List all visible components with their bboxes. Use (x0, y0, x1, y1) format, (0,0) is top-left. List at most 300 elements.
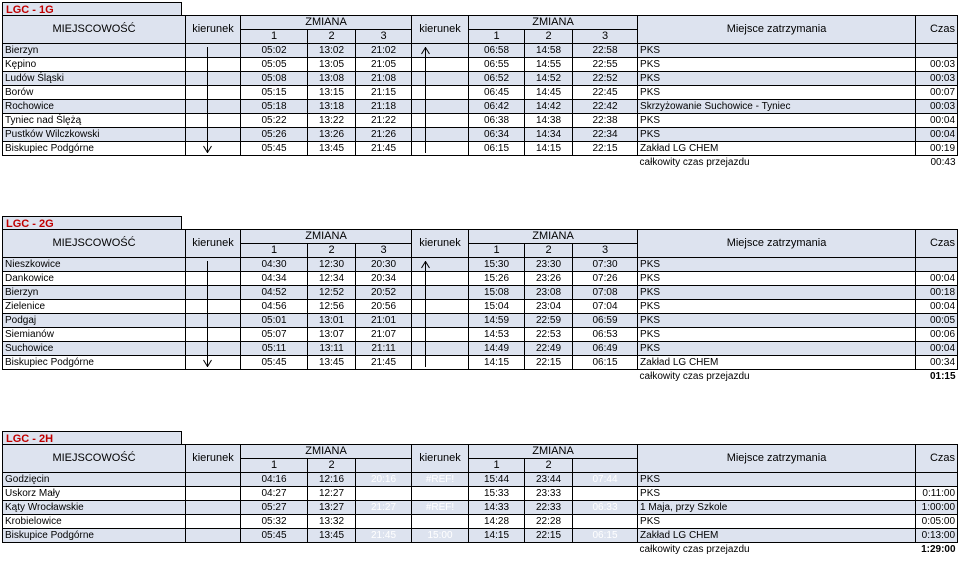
shift-number-header: 1 (469, 244, 525, 258)
return-time: 14:53 (469, 328, 525, 342)
spacer-cell (186, 156, 241, 170)
departure-time: 20:52 (356, 286, 412, 300)
location-name: Ludów Śląski (3, 72, 186, 86)
spacer-cell (469, 543, 525, 557)
shift-number-header: 2 (308, 30, 356, 44)
shift-number-header: 1 (241, 244, 308, 258)
table-row (3, 258, 958, 272)
departure-time: 05:27 (241, 501, 308, 515)
shift-header: ZMIANA (241, 16, 412, 30)
segment-time: 00:05 (916, 314, 958, 328)
return-time: 06:34 (469, 128, 525, 142)
direction-cell (186, 487, 241, 501)
direction-header: kierunek (186, 445, 241, 473)
direction-down-arrow-shaft (207, 47, 208, 153)
direction-up-arrow-head (421, 261, 431, 269)
departure-time: 13:45 (308, 356, 356, 370)
return-time: 22:15 (525, 356, 573, 370)
departure-time: 13:18 (308, 100, 356, 114)
departure-time: 21:11 (356, 342, 412, 356)
segment-time: 00:04 (916, 272, 958, 286)
location-name: Pustków Wilczkowski (3, 128, 186, 142)
stop-location: PKS (638, 515, 916, 529)
stop-location: PKS (638, 487, 916, 501)
return-time: 06:53 (573, 328, 638, 342)
table-row (3, 100, 958, 114)
departure-time: 20:56 (356, 300, 412, 314)
stop-location: Zakład LG CHEM (638, 356, 916, 370)
return-time: 15:26 (469, 272, 525, 286)
return-time: 23:44 (525, 473, 573, 487)
direction-cell: 15:00 (412, 529, 469, 543)
shift-number-header: 1 (469, 30, 525, 44)
return-time (573, 515, 638, 529)
total-time: 1:29:00 (921, 544, 956, 555)
departure-time: 20:16 (356, 473, 412, 487)
stop-location: PKS (638, 72, 916, 86)
spacer-cell (573, 370, 638, 384)
shift-header: ZMIANA (241, 445, 412, 459)
departure-time: 13:08 (308, 72, 356, 86)
location-name: Siemianów (3, 328, 186, 342)
departure-time: 13:45 (308, 529, 356, 543)
shift-header: ZMIANA (241, 230, 412, 244)
direction-cell: #REF! (412, 473, 469, 487)
departure-time: 21:08 (356, 72, 412, 86)
return-time: 14:52 (525, 72, 573, 86)
table-row (3, 72, 958, 86)
departure-time: 05:45 (241, 529, 308, 543)
shift-number-header: 2 (525, 459, 573, 473)
return-time: 22:34 (573, 128, 638, 142)
departure-time: 05:11 (241, 342, 308, 356)
location-name: Biskupiec Podgórne (3, 356, 186, 370)
return-time: 22:55 (573, 58, 638, 72)
table-row (3, 300, 958, 314)
departure-time: 13:07 (308, 328, 356, 342)
direction-header: kierunek (186, 230, 241, 258)
return-time: 14:49 (469, 342, 525, 356)
total-label: całkowity czas przejazdu (639, 157, 750, 168)
departure-time: 05:45 (241, 356, 308, 370)
stop-header: Miejsce zatrzymania (638, 230, 916, 258)
direction-cell (186, 529, 241, 543)
return-time: 14:34 (525, 128, 573, 142)
departure-time: 05:08 (241, 72, 308, 86)
departure-time: 04:34 (241, 272, 308, 286)
direction-cell (186, 272, 241, 286)
departure-time: 13:15 (308, 86, 356, 100)
spacer-cell (3, 543, 186, 557)
spacer-cell (573, 543, 638, 557)
departure-time: 21:22 (356, 114, 412, 128)
route-title: LGC - 2H (2, 431, 182, 445)
spacer-cell (573, 156, 638, 170)
stop-location: PKS (638, 473, 916, 487)
return-time: 23:04 (525, 300, 573, 314)
shift-header: ZMIANA (469, 16, 638, 30)
departure-time: 05:07 (241, 328, 308, 342)
shift-number-header: 2 (525, 30, 573, 44)
return-time: 06:15 (573, 356, 638, 370)
return-time: 23:30 (525, 258, 573, 272)
total-label: całkowity czas przejazdu (639, 371, 750, 382)
time-header: Czas (916, 16, 958, 44)
direction-cell (186, 258, 241, 272)
segment-time (916, 44, 958, 58)
departure-time: 13:27 (308, 501, 356, 515)
departure-time: 13:02 (308, 44, 356, 58)
return-time: 06:58 (469, 44, 525, 58)
departure-time: 20:34 (356, 272, 412, 286)
departure-time: 21:02 (356, 44, 412, 58)
location-header: MIEJSCOWOŚĆ (3, 16, 186, 44)
direction-header: kierunek (412, 230, 469, 258)
departure-time: 21:05 (356, 58, 412, 72)
departure-time: 05:32 (241, 515, 308, 529)
spacer-cell (412, 543, 469, 557)
return-time: 15:08 (469, 286, 525, 300)
direction-cell (186, 473, 241, 487)
return-time: 14:15 (469, 529, 525, 543)
return-time: 06:49 (573, 342, 638, 356)
return-time: 14:38 (525, 114, 573, 128)
departure-time: 12:52 (308, 286, 356, 300)
departure-time: 21:18 (356, 100, 412, 114)
departure-time: 12:27 (308, 487, 356, 501)
direction-cell (186, 44, 241, 58)
header-row (3, 16, 958, 30)
departure-time: 13:26 (308, 128, 356, 142)
table-row (3, 487, 958, 501)
table-row (3, 286, 958, 300)
table-row (3, 529, 958, 543)
departure-time: 12:16 (308, 473, 356, 487)
stop-header: Miejsce zatrzymania (638, 445, 916, 473)
direction-down-arrow (203, 47, 213, 153)
departure-time: 21:27 (356, 501, 412, 515)
return-time: 06:15 (469, 142, 525, 156)
table-row (3, 501, 958, 515)
return-time: 14:59 (469, 314, 525, 328)
route-title: LGC - 2G (2, 216, 182, 230)
segment-time: 00:18 (916, 286, 958, 300)
stop-location: PKS (638, 86, 916, 100)
direction-cell (186, 86, 241, 100)
shift-number-header: 1 (241, 459, 308, 473)
segment-time: 1:00:00 (916, 501, 958, 515)
segment-time: 00:04 (916, 114, 958, 128)
return-time: 14:15 (469, 356, 525, 370)
segment-time: 00:03 (916, 72, 958, 86)
return-time: 23:08 (525, 286, 573, 300)
departure-time: 21:45 (356, 529, 412, 543)
timetable-grid (2, 229, 958, 383)
return-time: 06:42 (469, 100, 525, 114)
direction-cell (186, 300, 241, 314)
stop-location: Zakład LG CHEM (638, 142, 916, 156)
location-name: Kępino (3, 58, 186, 72)
total-label: całkowity czas przejazdu (639, 544, 750, 555)
stop-location: PKS (638, 314, 916, 328)
stop-location: PKS (638, 300, 916, 314)
return-time: 15:04 (469, 300, 525, 314)
spacer-cell (525, 156, 573, 170)
location-header: MIEJSCOWOŚĆ (3, 445, 186, 473)
departure-time: 05:26 (241, 128, 308, 142)
return-time: 23:33 (525, 487, 573, 501)
shift-number-header: 3 (573, 244, 638, 258)
direction-header: kierunek (186, 16, 241, 44)
segment-time: 00:19 (916, 142, 958, 156)
shift-number-header: 1 (469, 459, 525, 473)
location-name: Biskupice Podgórne (3, 529, 186, 543)
direction-cell (186, 314, 241, 328)
return-time: 22:45 (573, 86, 638, 100)
return-time: 23:26 (525, 272, 573, 286)
location-name: Zielenice (3, 300, 186, 314)
direction-cell: #REF! (412, 501, 469, 515)
table-row (3, 86, 958, 100)
location-name: Bierzyn (3, 286, 186, 300)
spacer-cell (241, 156, 308, 170)
table-row (3, 114, 958, 128)
table-row (3, 473, 958, 487)
direction-cell (186, 328, 241, 342)
shift-number-header: 3 (573, 30, 638, 44)
stop-location: PKS (638, 286, 916, 300)
time-header: Czas (916, 445, 958, 473)
direction-up-arrow (421, 261, 431, 367)
shift-header: ZMIANA (469, 230, 638, 244)
segment-time: 00:03 (916, 58, 958, 72)
table-row (3, 515, 958, 529)
location-name: Rochowice (3, 100, 186, 114)
table-row (3, 44, 958, 58)
spacer-cell (412, 370, 469, 384)
return-time: 06:38 (469, 114, 525, 128)
return-time: 06:55 (469, 58, 525, 72)
stop-location: PKS (638, 258, 916, 272)
return-time: 15:33 (469, 487, 525, 501)
departure-time: 05:45 (241, 142, 308, 156)
departure-time: 21:45 (356, 142, 412, 156)
departure-time (356, 515, 412, 529)
direction-cell (186, 128, 241, 142)
return-time: 22:15 (525, 529, 573, 543)
spacer-cell (469, 156, 525, 170)
departure-time: 04:56 (241, 300, 308, 314)
return-time: 22:59 (525, 314, 573, 328)
departure-time: 05:01 (241, 314, 308, 328)
segment-time (916, 473, 958, 487)
spacer-cell (3, 156, 186, 170)
return-time: 06:52 (469, 72, 525, 86)
segment-time: 0:11:00 (916, 487, 958, 501)
spacer-cell (241, 543, 308, 557)
spacer-cell (241, 370, 308, 384)
direction-cell (412, 515, 469, 529)
header-row (3, 445, 958, 459)
return-time: 22:33 (525, 501, 573, 515)
return-time: 07:44 (573, 473, 638, 487)
shift-number-header: 2 (525, 244, 573, 258)
shift-number-header: 3 (356, 244, 412, 258)
direction-cell (186, 100, 241, 114)
location-name: Borów (3, 86, 186, 100)
direction-cell (186, 501, 241, 515)
return-time: 06:15 (573, 529, 638, 543)
return-time: 06:45 (469, 86, 525, 100)
direction-header: kierunek (412, 445, 469, 473)
departure-time: 05:22 (241, 114, 308, 128)
location-name: Krobielowice (3, 515, 186, 529)
table-row (3, 128, 958, 142)
shift-number-header: 3 (356, 30, 412, 44)
departure-time: 13:32 (308, 515, 356, 529)
return-time: 22:15 (573, 142, 638, 156)
total-time: 01:15 (929, 371, 956, 382)
stop-location: PKS (638, 44, 916, 58)
segment-time: 0:05:00 (916, 515, 958, 529)
header-row (3, 230, 958, 244)
departure-time (356, 487, 412, 501)
departure-time: 21:45 (356, 356, 412, 370)
departure-time: 04:52 (241, 286, 308, 300)
return-time: 14:58 (525, 44, 573, 58)
spacer-cell (308, 156, 356, 170)
segment-time: 0:13:00 (916, 529, 958, 543)
stop-location: Zakład LG CHEM (638, 529, 916, 543)
direction-cell (186, 58, 241, 72)
spacer-cell (186, 370, 241, 384)
spacer-cell (186, 543, 241, 557)
stop-location: PKS (638, 328, 916, 342)
departure-time: 04:30 (241, 258, 308, 272)
direction-down-arrow-shaft (207, 261, 208, 367)
departure-time: 20:30 (356, 258, 412, 272)
return-time: 22:38 (573, 114, 638, 128)
segment-time: 00:04 (916, 342, 958, 356)
direction-cell (186, 142, 241, 156)
time-header: Czas (916, 230, 958, 258)
total-row (3, 370, 958, 384)
direction-cell (186, 342, 241, 356)
departure-time: 04:16 (241, 473, 308, 487)
departure-time: 13:05 (308, 58, 356, 72)
departure-time: 05:18 (241, 100, 308, 114)
return-time: 22:28 (525, 515, 573, 529)
direction-cell (186, 114, 241, 128)
departure-time: 21:15 (356, 86, 412, 100)
segment-time (916, 258, 958, 272)
stop-location: 1 Maja, przy Szkole (638, 501, 916, 515)
spacer-cell (356, 156, 412, 170)
shift-number-header: 2 (308, 244, 356, 258)
direction-cell (186, 515, 241, 529)
table-row (3, 272, 958, 286)
shift-number-header: 1 (241, 30, 308, 44)
departure-time: 21:07 (356, 328, 412, 342)
departure-time: 12:34 (308, 272, 356, 286)
spacer-cell (525, 370, 573, 384)
return-time: 14:28 (469, 515, 525, 529)
timetable-grid (2, 15, 958, 169)
departure-time: 13:45 (308, 142, 356, 156)
table-row (3, 356, 958, 370)
departure-time: 12:30 (308, 258, 356, 272)
direction-cell (412, 487, 469, 501)
location-name: Godzięcin (3, 473, 186, 487)
shift-number-header (573, 459, 638, 473)
direction-down-arrow (203, 261, 213, 367)
total-row (3, 543, 958, 557)
segment-time: 00:04 (916, 300, 958, 314)
location-name: Biskupiec Podgórne (3, 142, 186, 156)
departure-time: 13:01 (308, 314, 356, 328)
departure-time: 12:56 (308, 300, 356, 314)
direction-down-arrow-head (203, 145, 213, 153)
return-time: 14:33 (469, 501, 525, 515)
spacer-cell (356, 543, 412, 557)
return-time: 14:45 (525, 86, 573, 100)
total-row (3, 156, 958, 170)
total-time: 00:43 (930, 157, 956, 168)
return-time: 14:15 (525, 142, 573, 156)
shift-number-header: 2 (308, 459, 356, 473)
stop-location: PKS (638, 342, 916, 356)
stop-location: PKS (638, 114, 916, 128)
stop-header: Miejsce zatrzymania (638, 16, 916, 44)
departure-time: 21:01 (356, 314, 412, 328)
direction-header: kierunek (412, 16, 469, 44)
departure-time: 05:15 (241, 86, 308, 100)
spacer-cell (356, 370, 412, 384)
segment-time: 00:34 (916, 356, 958, 370)
table-row (3, 58, 958, 72)
table-row (3, 142, 958, 156)
location-name: Dankowice (3, 272, 186, 286)
location-name: Suchowice (3, 342, 186, 356)
return-time: 22:52 (573, 72, 638, 86)
direction-cell (186, 286, 241, 300)
spacer-cell (412, 156, 469, 170)
return-time: 07:26 (573, 272, 638, 286)
direction-cell (186, 72, 241, 86)
spacer-cell (525, 543, 573, 557)
spacer-cell (308, 543, 356, 557)
table-row (3, 328, 958, 342)
return-time: 15:30 (469, 258, 525, 272)
stop-location: PKS (638, 272, 916, 286)
spacer-cell (3, 370, 186, 384)
return-time: 14:55 (525, 58, 573, 72)
stop-location: PKS (638, 128, 916, 142)
segment-time: 00:04 (916, 128, 958, 142)
location-name: Podgaj (3, 314, 186, 328)
return-time: 07:30 (573, 258, 638, 272)
shift-number-header (356, 459, 412, 473)
location-name: Kąty Wrocławskie (3, 501, 186, 515)
stop-location: PKS (638, 58, 916, 72)
return-time: 15:44 (469, 473, 525, 487)
route-title: LGC - 1G (2, 2, 182, 16)
return-time: 14:42 (525, 100, 573, 114)
segment-time: 00:07 (916, 86, 958, 100)
return-time: 07:04 (573, 300, 638, 314)
return-time: 22:42 (573, 100, 638, 114)
spacer-cell (308, 370, 356, 384)
